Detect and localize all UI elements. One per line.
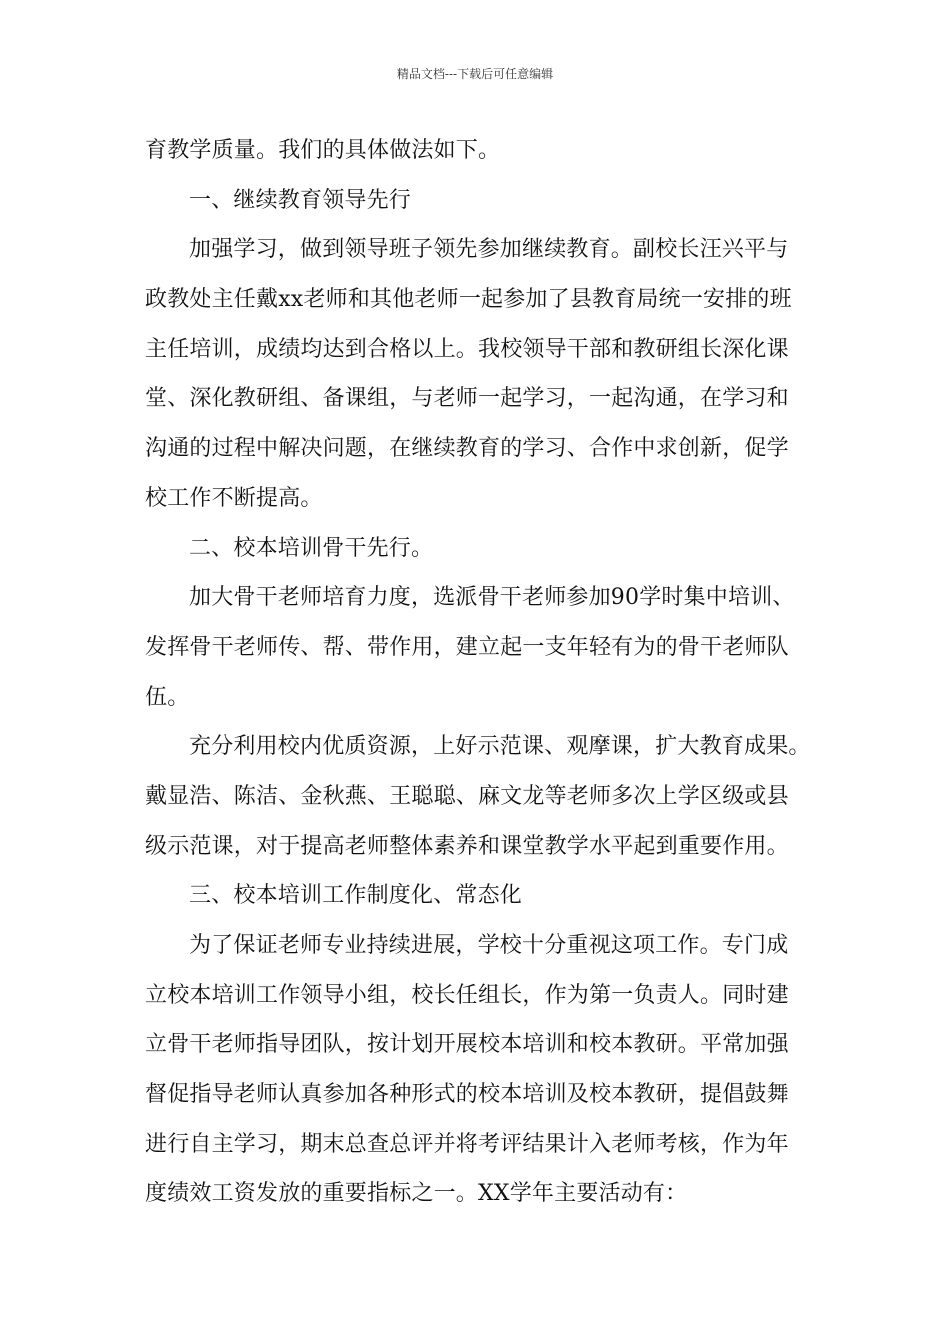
text-line: 加强学习，做到领导班子领先参加继续教育。副校长汪兴平与 xyxy=(189,237,789,263)
section-heading-2: 二、校本培训骨干先行。 xyxy=(189,535,434,561)
text-line: 戴显浩、陈洁、金秋燕、王聪聪、麻文龙等老师多次上学区级或县 xyxy=(145,783,789,809)
text-line: 加大骨干老师培育力度，选派骨干老师参加90学时集中培训、 xyxy=(189,585,795,611)
text-line: 育教学质量。我们的具体做法如下。 xyxy=(145,138,501,163)
text-line: 充分利用校内优质资源，上好示范课、观摩课，扩大教育成果。 xyxy=(189,734,811,760)
text-line: 伍。 xyxy=(145,684,190,710)
text-line: 主任培训，成绩均达到合格以上。我校领导干部和教研组长深化课 xyxy=(145,336,789,362)
text-line: 督促指导老师认真参加各种形式的校本培训及校本教研，提倡鼓舞 xyxy=(145,1082,789,1108)
page-header: 精品文档---下载后可任意编辑 xyxy=(396,67,554,81)
text-line: 校工作不断提高。 xyxy=(145,485,323,511)
section-heading-3: 三、校本培训工作制度化、常态化 xyxy=(189,883,523,909)
text-line: 堂、深化教研组、备课组，与老师一起学习，一起沟通，在学习和 xyxy=(145,386,789,412)
text-line: 沟通的过程中解决问题，在继续教育的学习、合作中求创新，促学 xyxy=(145,436,789,462)
document-body xyxy=(145,126,810,1219)
text-line: 立骨干老师指导团队，按计划开展校本培训和校本教研。平常加强 xyxy=(145,1032,789,1058)
text-line: 立校本培训工作领导小组，校长任组长，作为第一负责人。同时建 xyxy=(145,982,789,1008)
text-line: 发挥骨干老师传、帮、带作用，建立起一支年轻有为的骨干老师队 xyxy=(145,634,789,660)
text-line: 度绩效工资发放的重要指标之一。XX学年主要活动有： xyxy=(145,1181,688,1207)
text-line: 进行自主学习，期末总查总评并将考评结果计入老师考核，作为年 xyxy=(145,1131,789,1157)
text-line: 级示范课，对于提高老师整体素养和课堂教学水平起到重要作用。 xyxy=(145,833,789,859)
text-line: 政教处主任戴xx老师和其他老师一起参加了县教育局统一安排的班 xyxy=(145,287,792,313)
text-line: 为了保证老师专业持续进展，学校十分重视这项工作。专门成 xyxy=(189,933,789,958)
section-heading-1: 一、继续教育领导先行 xyxy=(189,187,412,213)
